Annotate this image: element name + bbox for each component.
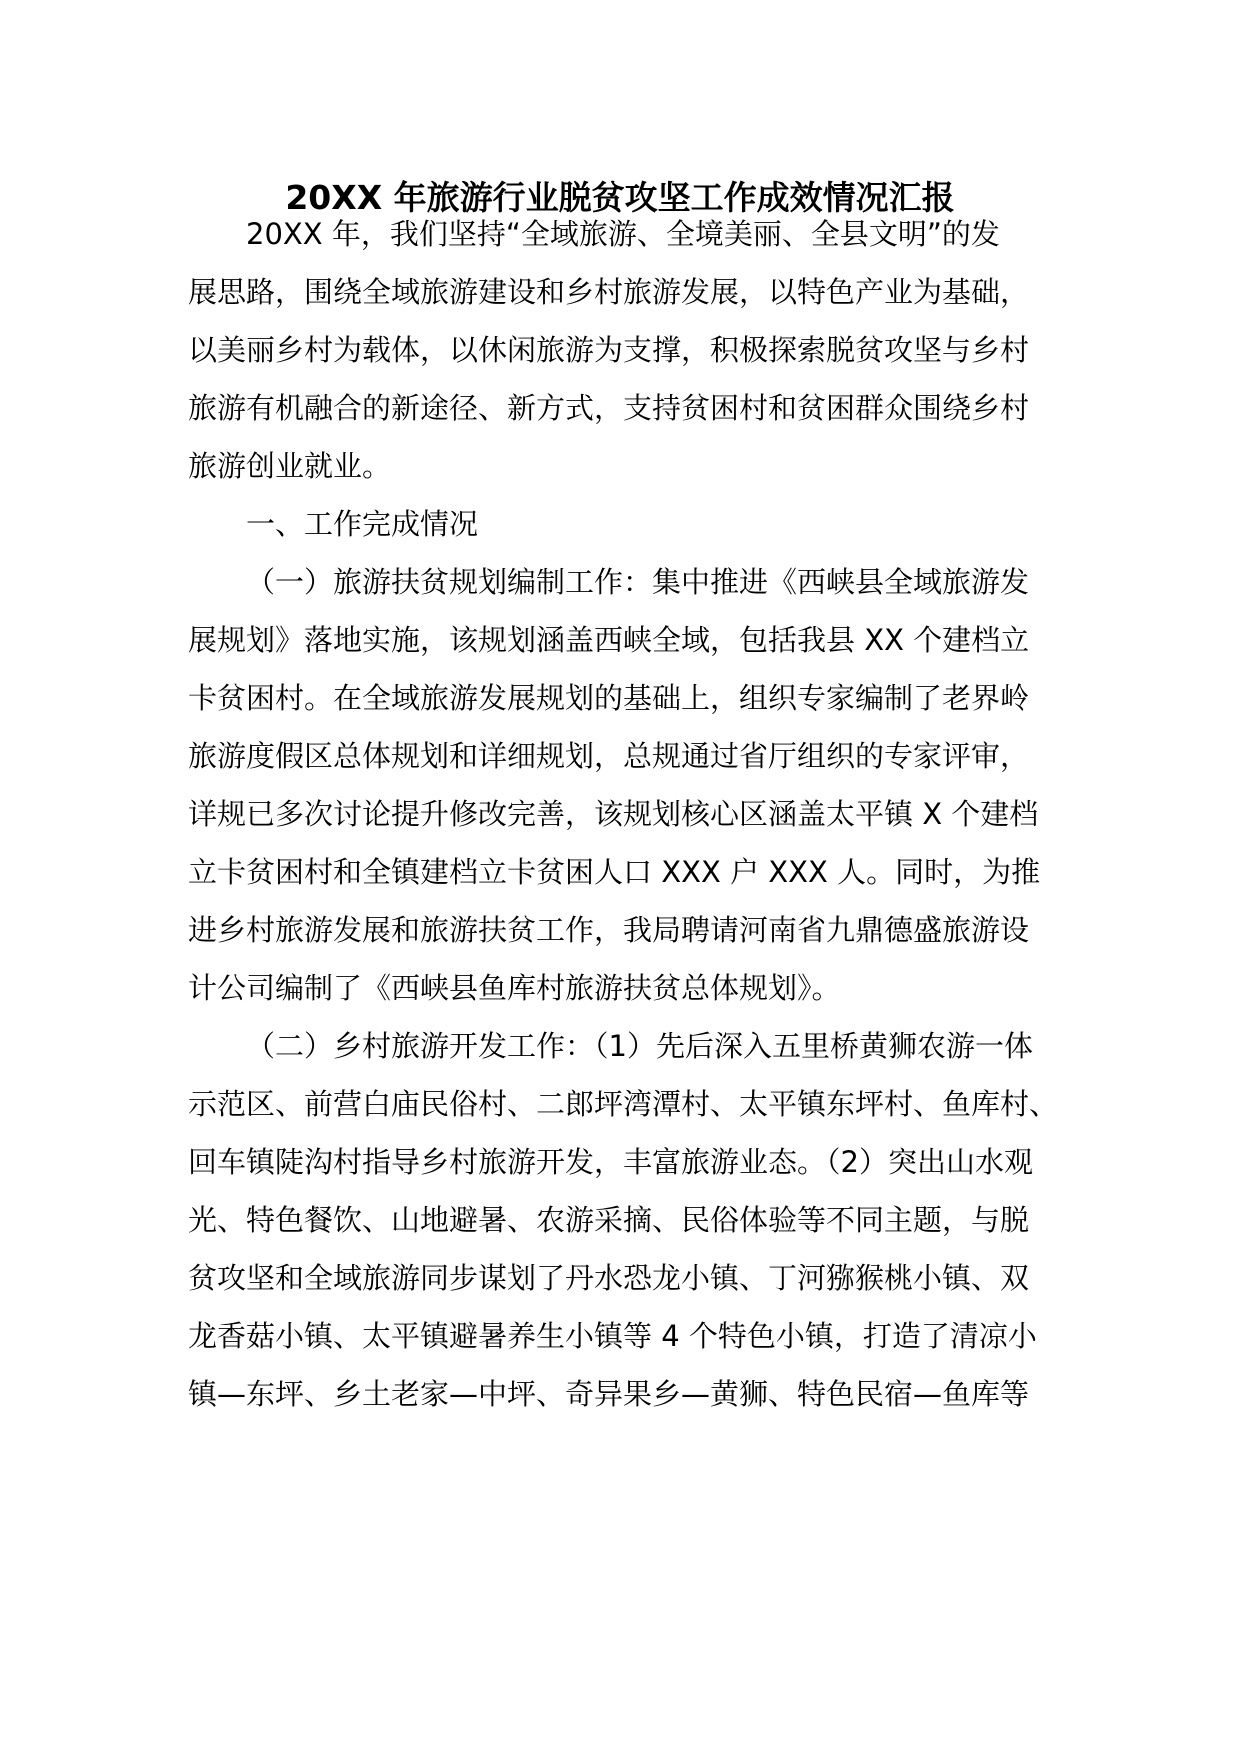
paragraph-line: 回车镇陡沟村指导乡村旅游开发，丰富旅游业态。（2）突出山水观 <box>188 1145 1033 1179</box>
paragraph-line: 示范区、前营白庙民俗村、二郎坪湾潭村、太平镇东坪村、鱼库村、 <box>188 1087 1059 1121</box>
paragraph-line: 旅游度假区总体规划和详细规划，总规通过省厅组织的专家评审， <box>188 739 1030 773</box>
paragraph-line: 卡贫困村。在全域旅游发展规划的基础上，组织专家编制了老界岭 <box>188 681 1030 715</box>
document-title: 20XX 年旅游行业脱贫攻坚工作成效情况汇报 <box>285 178 955 217</box>
paragraph-line: 龙香菇小镇、太平镇避暑养生小镇等 4 个特色小镇，打造了清凉小 <box>188 1319 1037 1353</box>
section-heading: 一、工作完成情况 <box>246 507 479 541</box>
paragraph-line: （一）旅游扶贫规划编制工作：集中推进《西峡县全域旅游发 <box>246 565 1030 599</box>
paragraph-line: 展思路，围绕全域旅游建设和乡村旅游发展，以特色产业为基础， <box>188 275 1030 309</box>
paragraph-line: 贫攻坚和全域旅游同步谋划了丹水恐龙小镇、丁河猕猴桃小镇、双 <box>188 1261 1030 1295</box>
paragraph-line: 旅游有机融合的新途径、新方式，支持贫困村和贫困群众围绕乡村 <box>188 391 1030 425</box>
paragraph-line: 展规划》落地实施，该规划涵盖西峡全域，包括我县 XX 个建档立 <box>188 623 1030 657</box>
paragraph-line: 镇—东坪、乡土老家—中坪、奇异果乡—黄狮、特色民宿—鱼库等 <box>188 1377 1030 1411</box>
paragraph-line: 光、特色餐饮、山地避暑、农游采摘、民俗体验等不同主题，与脱 <box>188 1203 1030 1237</box>
paragraph-line: 进乡村旅游发展和旅游扶贫工作，我局聘请河南省九鼎德盛旅游设 <box>188 913 1030 947</box>
paragraph-line: （二）乡村旅游开发工作：（1）先后深入五里桥黄狮农游一体 <box>246 1029 1033 1063</box>
paragraph-line: 20XX 年，我们坚持“全域旅游、全境美丽、全县文明”的发 <box>246 217 1000 251</box>
paragraph-line: 详规已多次讨论提升修改完善，该规划核心区涵盖太平镇 X 个建档 <box>188 797 1039 831</box>
paragraph-line: 立卡贫困村和全镇建档立卡贫困人口 XXX 户 XXX 人。同时，为推 <box>188 855 1041 889</box>
paragraph-line: 计公司编制了《西峡县鱼库村旅游扶贫总体规划》。 <box>188 971 841 1005</box>
paragraph-line: 以美丽乡村为载体，以休闲旅游为支撑，积极探索脱贫攻坚与乡村 <box>188 333 1030 367</box>
paragraph-line: 旅游创业就业。 <box>188 449 392 483</box>
